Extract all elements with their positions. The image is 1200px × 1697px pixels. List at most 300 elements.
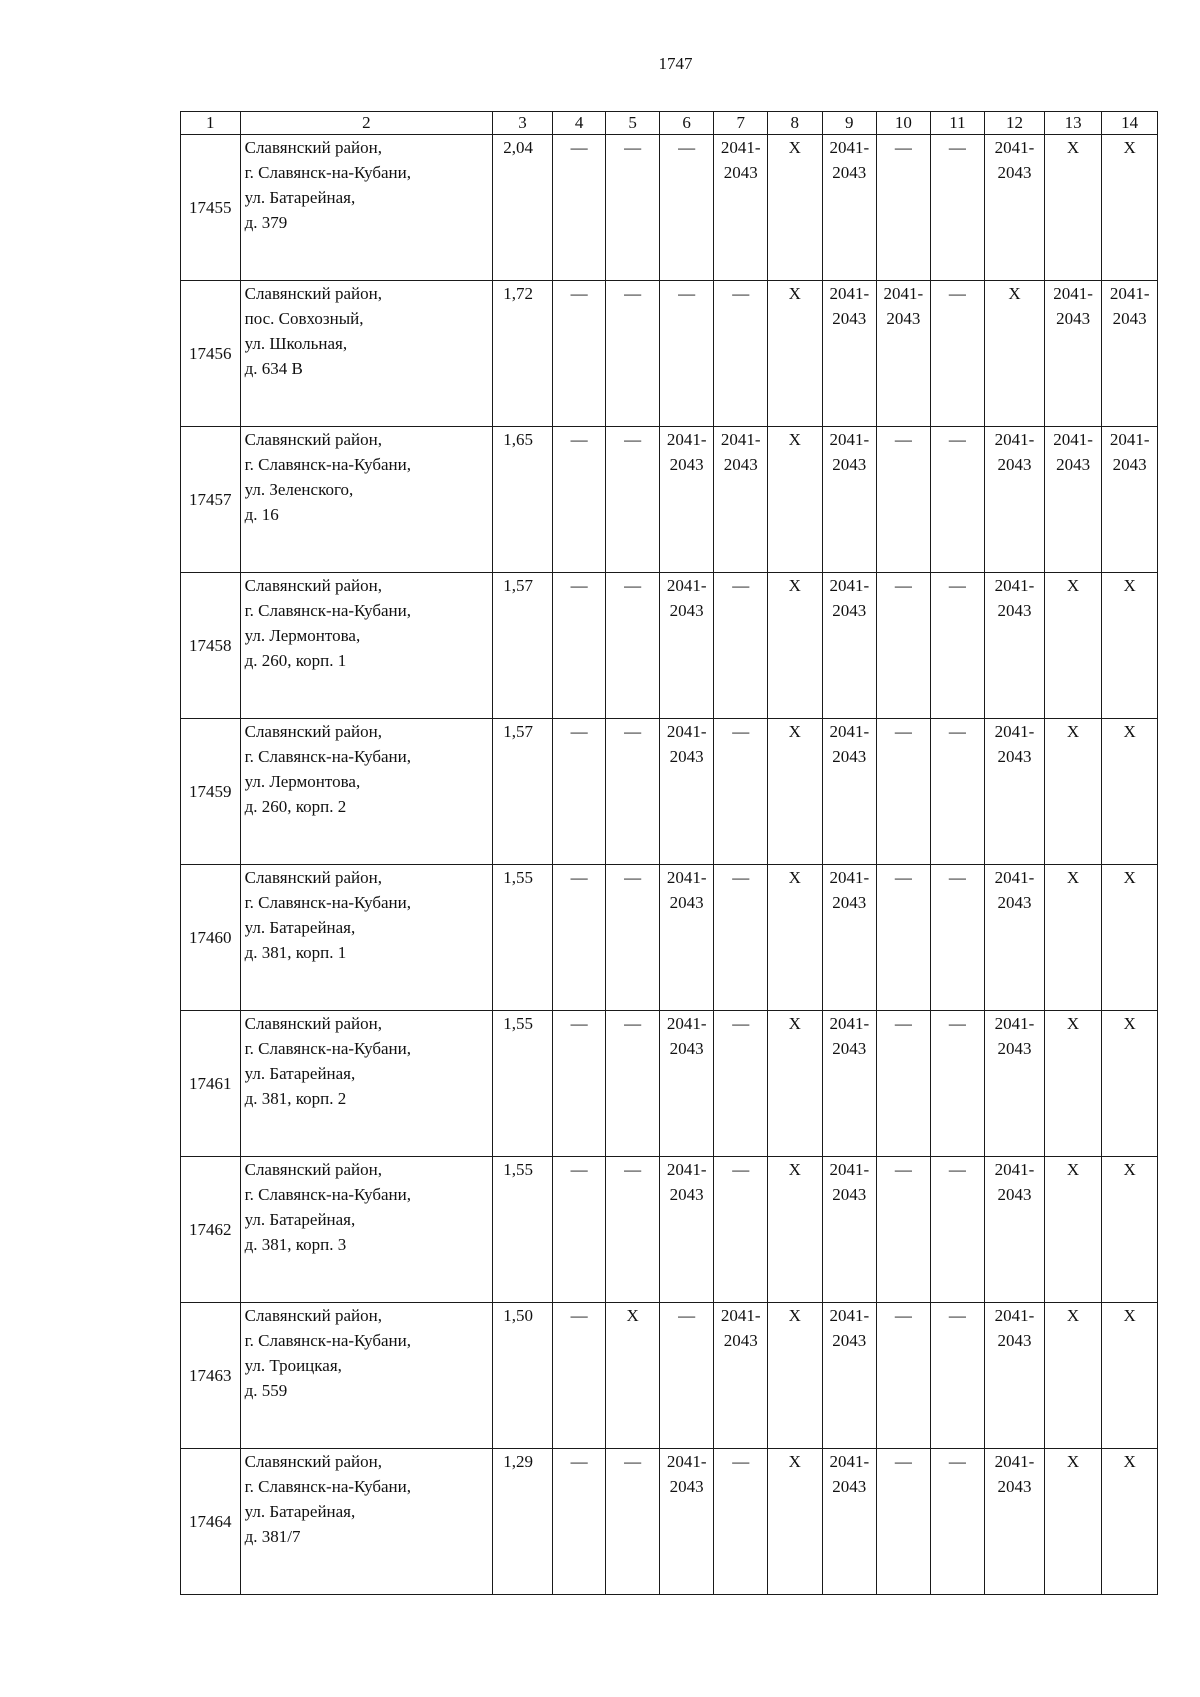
cell-text: Х	[1066, 868, 1080, 887]
period-cell-col-14	[1102, 1157, 1158, 1303]
address-line: ул. Батарейная,	[244, 918, 356, 937]
period-cell-col-4	[552, 281, 606, 427]
cell-text: 2041-	[666, 722, 707, 741]
period-cell-col-11	[930, 281, 985, 427]
cell-text: 2041-	[720, 430, 761, 449]
value-cell: 1,50	[493, 1303, 553, 1449]
address-line: д. 381, корп. 2	[244, 1089, 347, 1108]
cell-text: Х	[788, 1160, 801, 1179]
period-cell-col-5	[606, 1303, 660, 1449]
table-row	[181, 1157, 1158, 1303]
period-cell-col-7	[714, 281, 768, 427]
cell-text: Х	[1066, 1160, 1080, 1179]
period-cell-col-12	[985, 719, 1045, 865]
cell-text: 2041-	[1109, 430, 1150, 449]
cell-text: 2043	[832, 893, 867, 912]
cell-text: —	[570, 138, 588, 157]
cell-text: Х	[1066, 138, 1080, 157]
cell-text: —	[948, 430, 966, 449]
period-cell-col-4	[552, 1157, 606, 1303]
cell-text: 2043	[669, 893, 704, 912]
cell-text: —	[624, 284, 642, 303]
period-cell-col-11	[930, 1157, 985, 1303]
cell-text: 2043	[723, 163, 758, 182]
row-number: 17460	[181, 865, 241, 1011]
address-cell	[240, 281, 493, 427]
cell-text: 2043	[1112, 455, 1147, 474]
cell-text: —	[948, 576, 966, 595]
value-cell: 1,57	[493, 573, 553, 719]
address-cell	[240, 1011, 493, 1157]
period-cell-col-9	[822, 281, 877, 427]
period-cell-col-9	[822, 1303, 877, 1449]
cell-text: 2041-	[829, 430, 870, 449]
period-cell-col-7	[714, 135, 768, 281]
cell-text: —	[948, 722, 966, 741]
cell-text: 2043	[997, 893, 1032, 912]
column-header-10: 10	[877, 112, 931, 135]
period-cell-col-13	[1044, 281, 1102, 427]
cell-text: —	[570, 1014, 588, 1033]
address-line: ул. Троицкая,	[244, 1356, 342, 1375]
period-cell-col-9	[822, 865, 877, 1011]
period-cell-col-10	[877, 573, 931, 719]
period-cell-col-7	[714, 1011, 768, 1157]
address-line: Славянский район,	[244, 1306, 382, 1325]
period-cell-col-6	[659, 1449, 714, 1595]
cell-text: —	[624, 576, 642, 595]
period-cell-col-9	[822, 1157, 877, 1303]
cell-text: 2043	[669, 601, 704, 620]
period-cell-col-7	[714, 1157, 768, 1303]
cell-text: —	[732, 1452, 750, 1471]
table-row	[181, 573, 1158, 719]
cell-text: —	[894, 138, 912, 157]
cell-text: Х	[788, 1452, 801, 1471]
cell-text: 2043	[1056, 455, 1091, 474]
period-cell-col-10	[877, 135, 931, 281]
column-header-6: 6	[659, 112, 714, 135]
period-cell-col-14	[1102, 1303, 1158, 1449]
cell-text: Х	[1123, 1452, 1136, 1471]
cell-text: —	[948, 1014, 966, 1033]
period-cell-col-5	[606, 865, 660, 1011]
cell-text: 2041-	[829, 1452, 870, 1471]
period-cell-col-6	[659, 281, 714, 427]
period-cell-col-8	[767, 865, 822, 1011]
cell-text: 2043	[669, 1477, 704, 1496]
cell-text: Х	[788, 868, 801, 887]
row-number: 17458	[181, 573, 241, 719]
cell-text: 2041-	[1109, 284, 1150, 303]
period-cell-col-5	[606, 1157, 660, 1303]
cell-text: Х	[1123, 1160, 1136, 1179]
cell-text: —	[948, 1160, 966, 1179]
address-line: д. 260, корп. 2	[244, 797, 347, 816]
column-header-13: 13	[1044, 112, 1102, 135]
cell-text: —	[624, 1014, 642, 1033]
cell-text: 2043	[832, 1185, 867, 1204]
period-cell-col-11	[930, 719, 985, 865]
period-cell-col-11	[930, 573, 985, 719]
row-number: 17462	[181, 1157, 241, 1303]
cell-text: 2041-	[994, 1160, 1035, 1179]
period-cell-col-10	[877, 1011, 931, 1157]
cell-text: Х	[788, 1306, 801, 1325]
cell-text: Х	[788, 722, 801, 741]
address-line: пос. Совхозный,	[244, 309, 364, 328]
period-cell-col-8	[767, 427, 822, 573]
period-cell-col-8	[767, 135, 822, 281]
cell-text: —	[570, 868, 588, 887]
address-line: ул. Батарейная,	[244, 188, 356, 207]
address-line: г. Славянск-на-Кубани,	[244, 893, 411, 912]
period-cell-col-4	[552, 1449, 606, 1595]
cell-text: 2043	[832, 1331, 867, 1350]
address-line: Славянский район,	[244, 576, 382, 595]
column-header-14: 14	[1102, 112, 1158, 135]
cell-text: 2041-	[1053, 430, 1093, 449]
cell-text: 2043	[832, 455, 867, 474]
cell-text: 2043	[997, 1185, 1032, 1204]
cell-text: 2043	[997, 747, 1032, 766]
cell-text: —	[948, 138, 966, 157]
cell-text: —	[624, 430, 642, 449]
period-cell-col-13	[1044, 1449, 1102, 1595]
address-cell	[240, 1449, 493, 1595]
row-number: 17464	[181, 1449, 241, 1595]
cell-text: 2041-	[829, 284, 870, 303]
period-cell-col-6	[659, 427, 714, 573]
cell-text: Х	[788, 138, 801, 157]
period-cell-col-14	[1102, 865, 1158, 1011]
period-cell-col-12	[985, 427, 1045, 573]
period-cell-col-7	[714, 719, 768, 865]
period-cell-col-8	[767, 573, 822, 719]
cell-text: —	[894, 430, 912, 449]
address-cell	[240, 573, 493, 719]
address-line: д. 381, корп. 1	[244, 943, 347, 962]
period-cell-col-5	[606, 281, 660, 427]
period-cell-col-14	[1102, 573, 1158, 719]
cell-text: —	[678, 284, 696, 303]
column-header-9: 9	[822, 112, 877, 135]
cell-text: Х	[1066, 1306, 1080, 1325]
address-line: д. 379	[244, 213, 288, 232]
cell-text: 2043	[832, 163, 867, 182]
cell-text: —	[894, 576, 912, 595]
period-cell-col-5	[606, 719, 660, 865]
period-cell-col-7	[714, 1449, 768, 1595]
value-cell: 1,29	[493, 1449, 553, 1595]
table-row	[181, 427, 1158, 573]
period-cell-col-10	[877, 1449, 931, 1595]
period-cell-col-5	[606, 1011, 660, 1157]
row-number: 17457	[181, 427, 241, 573]
cell-text: 2043	[1112, 309, 1147, 328]
cell-text: —	[732, 576, 750, 595]
period-cell-col-14	[1102, 1011, 1158, 1157]
address-line: д. 634 В	[244, 359, 303, 378]
cell-text: Х	[1123, 868, 1136, 887]
period-cell-col-6	[659, 1011, 714, 1157]
cell-text: —	[624, 868, 642, 887]
cell-text: 2043	[1056, 309, 1091, 328]
period-cell-col-11	[930, 865, 985, 1011]
cell-text: —	[894, 1452, 912, 1471]
cell-text: 2041-	[666, 1160, 707, 1179]
period-cell-col-7	[714, 1303, 768, 1449]
address-line: Славянский район,	[244, 1452, 382, 1471]
column-header-12: 12	[985, 112, 1045, 135]
cell-text: —	[570, 722, 588, 741]
address-line: Славянский район,	[244, 430, 382, 449]
period-cell-col-10	[877, 281, 931, 427]
address-line: ул. Школьная,	[244, 334, 348, 353]
cell-text: Х	[788, 576, 801, 595]
cell-text: Х	[1123, 1306, 1136, 1325]
period-cell-col-11	[930, 427, 985, 573]
period-cell-col-14	[1102, 281, 1158, 427]
address-line: г. Славянск-на-Кубани,	[244, 1477, 411, 1496]
table-body	[181, 112, 1158, 1595]
address-cell	[240, 719, 493, 865]
address-line: Славянский район,	[244, 1014, 382, 1033]
page-number: 1747	[658, 54, 693, 73]
address-line: Славянский район,	[244, 722, 382, 741]
table-row	[181, 1303, 1158, 1449]
period-cell-col-9	[822, 427, 877, 573]
period-cell-col-8	[767, 1303, 822, 1449]
period-cell-col-9	[822, 135, 877, 281]
period-cell-col-5	[606, 135, 660, 281]
cell-text: —	[570, 1452, 588, 1471]
period-cell-col-8	[767, 1157, 822, 1303]
cell-text: Х	[1066, 1452, 1080, 1471]
cell-text: Х	[1066, 1014, 1080, 1033]
cell-text: Х	[1123, 576, 1136, 595]
period-cell-col-12	[985, 1449, 1045, 1595]
period-cell-col-8	[767, 1011, 822, 1157]
period-cell-col-8	[767, 1449, 822, 1595]
cell-text: 2041-	[829, 868, 870, 887]
row-number: 17456	[181, 281, 241, 427]
cell-text: 2041-	[720, 138, 761, 157]
period-cell-col-11	[930, 135, 985, 281]
cell-text: —	[570, 284, 588, 303]
period-cell-col-4	[552, 135, 606, 281]
cell-text: 2043	[997, 601, 1032, 620]
cell-text: 2041-	[666, 430, 707, 449]
column-header-7: 7	[714, 112, 768, 135]
period-cell-col-6	[659, 865, 714, 1011]
cell-text: Х	[626, 1306, 639, 1325]
period-cell-col-7	[714, 865, 768, 1011]
cell-text: 2041-	[994, 868, 1035, 887]
cell-text: —	[894, 868, 912, 887]
period-cell-col-9	[822, 1011, 877, 1157]
cell-text: —	[732, 1160, 750, 1179]
cell-text: 2043	[832, 309, 867, 328]
period-cell-col-4	[552, 865, 606, 1011]
value-cell: 1,65	[493, 427, 553, 573]
cell-text: —	[570, 1160, 588, 1179]
cell-text: 2043	[669, 1185, 704, 1204]
table-row	[181, 135, 1158, 281]
period-cell-col-4	[552, 573, 606, 719]
cell-text: —	[570, 430, 588, 449]
cell-text: 2041-	[994, 722, 1035, 741]
period-cell-col-10	[877, 865, 931, 1011]
cell-text: —	[732, 722, 750, 741]
address-line: д. 260, корп. 1	[244, 651, 347, 670]
cell-text: Х	[788, 430, 801, 449]
data-table	[180, 111, 1158, 1595]
period-cell-col-14	[1102, 135, 1158, 281]
address-line: д. 381, корп. 3	[244, 1235, 347, 1254]
address-line: ул. Батарейная,	[244, 1064, 356, 1083]
row-number: 17461	[181, 1011, 241, 1157]
cell-text: —	[894, 722, 912, 741]
period-cell-col-7	[714, 427, 768, 573]
period-cell-col-10	[877, 427, 931, 573]
period-cell-col-14	[1102, 1449, 1158, 1595]
row-number: 17463	[181, 1303, 241, 1449]
address-cell	[240, 865, 493, 1011]
period-cell-col-5	[606, 427, 660, 573]
table-row	[181, 281, 1158, 427]
cell-text: 2043	[723, 1331, 758, 1350]
column-header-4: 4	[552, 112, 606, 135]
cell-text: —	[624, 1160, 642, 1179]
period-cell-col-5	[606, 1449, 660, 1595]
period-cell-col-13	[1044, 1011, 1102, 1157]
period-cell-col-12	[985, 573, 1045, 719]
period-cell-col-6	[659, 1303, 714, 1449]
cell-text: —	[732, 284, 750, 303]
period-cell-col-9	[822, 573, 877, 719]
period-cell-col-8	[767, 719, 822, 865]
column-header-8: 8	[767, 112, 822, 135]
value-cell: 1,72	[493, 281, 553, 427]
address-line: г. Славянск-на-Кубани,	[244, 1331, 411, 1350]
table-row	[181, 719, 1158, 865]
address-line: д. 559	[244, 1381, 288, 1400]
cell-text: 2041-	[994, 1014, 1035, 1033]
period-cell-col-8	[767, 281, 822, 427]
address-line: Славянский район,	[244, 284, 382, 303]
cell-text: 2041-	[666, 1452, 707, 1471]
cell-text: —	[948, 284, 966, 303]
cell-text: 2041-	[994, 576, 1035, 595]
cell-text: 2041-	[829, 722, 870, 741]
period-cell-col-5	[606, 573, 660, 719]
cell-text: 2041-	[994, 430, 1035, 449]
period-cell-col-10	[877, 1157, 931, 1303]
column-header-3: 3	[493, 112, 553, 135]
period-cell-col-13	[1044, 1303, 1102, 1449]
cell-text: 2043	[723, 455, 758, 474]
period-cell-col-4	[552, 719, 606, 865]
address-line: ул. Лермонтова,	[244, 772, 361, 791]
period-cell-col-13	[1044, 719, 1102, 865]
column-header-5: 5	[606, 112, 660, 135]
address-line: Славянский район,	[244, 868, 382, 887]
table-row	[181, 1011, 1158, 1157]
period-cell-col-13	[1044, 573, 1102, 719]
cell-text: Х	[1066, 722, 1080, 741]
cell-text: Х	[1008, 284, 1021, 303]
address-line: г. Славянск-на-Кубани,	[244, 1185, 411, 1204]
address-line: Славянский район,	[244, 138, 382, 157]
cell-text: 2041-	[829, 1014, 870, 1033]
period-cell-col-11	[930, 1449, 985, 1595]
period-cell-col-12	[985, 281, 1045, 427]
address-cell	[240, 427, 493, 573]
cell-text: 2041-	[883, 284, 924, 303]
cell-text: Х	[788, 1014, 801, 1033]
address-line: ул. Батарейная,	[244, 1210, 356, 1229]
address-line: ул. Батарейная,	[244, 1502, 356, 1521]
address-line: г. Славянск-на-Кубани,	[244, 163, 411, 182]
address-cell	[240, 1303, 493, 1449]
cell-text: 2043	[669, 747, 704, 766]
period-cell-col-4	[552, 427, 606, 573]
cell-text: 2041-	[994, 1306, 1035, 1325]
cell-text: —	[570, 1306, 588, 1325]
period-cell-col-13	[1044, 865, 1102, 1011]
period-cell-col-6	[659, 719, 714, 865]
period-cell-col-13	[1044, 135, 1102, 281]
cell-text: —	[624, 722, 642, 741]
period-cell-col-11	[930, 1011, 985, 1157]
cell-text: —	[570, 576, 588, 595]
cell-text: —	[678, 138, 696, 157]
cell-text: 2043	[832, 601, 867, 620]
address-line: г. Славянск-на-Кубани,	[244, 455, 411, 474]
cell-text: —	[732, 868, 750, 887]
cell-text: —	[678, 1306, 696, 1325]
cell-text: 2043	[669, 455, 704, 474]
column-header-2: 2	[240, 112, 493, 135]
period-cell-col-9	[822, 719, 877, 865]
cell-text: —	[948, 1306, 966, 1325]
cell-text: 2043	[886, 309, 921, 328]
period-cell-col-12	[985, 865, 1045, 1011]
cell-text: —	[894, 1306, 912, 1325]
period-cell-col-10	[877, 1303, 931, 1449]
cell-text: 2041-	[666, 576, 707, 595]
cell-text: 2041-	[994, 1452, 1035, 1471]
column-header-1: 1	[181, 112, 241, 135]
period-cell-col-13	[1044, 1157, 1102, 1303]
cell-text: —	[732, 1014, 750, 1033]
cell-text: 2041-	[829, 576, 870, 595]
address-cell	[240, 135, 493, 281]
header-row	[181, 112, 1158, 135]
cell-text: 2041-	[666, 1014, 707, 1033]
value-cell: 2,04	[493, 135, 553, 281]
period-cell-col-12	[985, 135, 1045, 281]
period-cell-col-9	[822, 1449, 877, 1595]
address-line: ул. Зеленского,	[244, 480, 354, 499]
cell-text: —	[948, 1452, 966, 1471]
address-line: г. Славянск-на-Кубани,	[244, 747, 411, 766]
value-cell: 1,55	[493, 1011, 553, 1157]
cell-text: —	[894, 1014, 912, 1033]
cell-text: Х	[788, 284, 801, 303]
cell-text: 2041-	[994, 138, 1035, 157]
